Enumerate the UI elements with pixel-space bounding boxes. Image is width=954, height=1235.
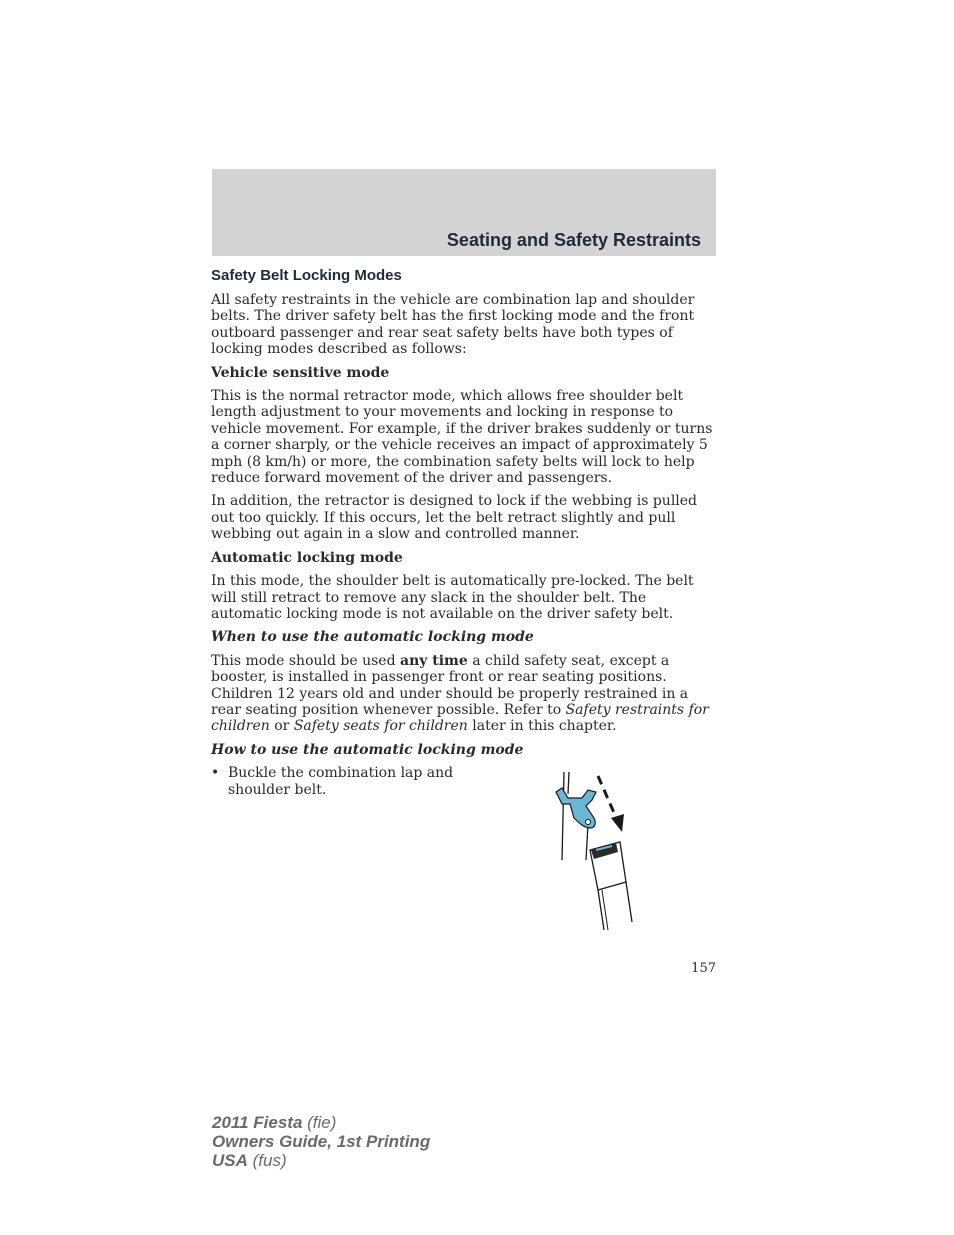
document-footer <box>212 1113 430 1170</box>
footer-model-code: (fie) <box>302 1113 337 1132</box>
footer-line-model <box>212 1113 430 1132</box>
seat-belt-buckle-illustration <box>548 770 648 935</box>
automatic-locking-paragraph: In this mode, the shoulder belt is automatically pre-locked. The belt will still retract to remove any slack in the shoulder belt. The automatic locking mode is not available on the driver safety belt. <box>211 573 694 622</box>
chapter-header-bar <box>212 169 716 256</box>
emphasis-any-time: any time <box>400 652 468 669</box>
automatic-locking-heading: Automatic locking mode <box>211 549 403 566</box>
when-to-use-heading: When to use the automatic locking mode <box>211 629 534 646</box>
footer-guide: Owners Guide, 1st Printing <box>212 1132 431 1151</box>
footer-market: USA <box>212 1151 248 1170</box>
intro-paragraph: All safety restraints in the vehicle are combination lap and shoulder belts. The driver safety belt has the first locking mode and the front outboard passenger and rear seat safety belts have both types of locking modes described as follows: <box>211 292 695 358</box>
text-span: later in this chapter. <box>467 718 617 735</box>
footer-model: 2011 Fiesta <box>212 1113 303 1132</box>
footer-market-code: (fus) <box>247 1151 287 1170</box>
vehicle-sensitive-heading: Vehicle sensitive mode <box>211 364 390 381</box>
section-title: Safety Belt Locking Modes <box>211 267 402 284</box>
text-span: or <box>269 718 294 735</box>
footer-line-market <box>212 1151 430 1170</box>
chapter-title: Seating and Safety Restraints <box>446 230 701 250</box>
when-to-use-paragraph <box>211 653 716 735</box>
text-span: a child safety seat, except a booster, is installed in passenger front or rear seating positions. Children 12 years old and under should be properly restrained in a rear seating position whenever possible. Refer to <box>211 652 689 718</box>
bullet-text: Buckle the combination lap and shoulder belt. <box>228 765 454 798</box>
bullet-item <box>211 765 461 798</box>
how-to-use-heading: How to use the automatic locking mode <box>211 741 524 758</box>
reference-safety-seats-for-children: Safety seats for children <box>293 718 468 735</box>
reference-safety-restraints-for-children: Safety restraints for children <box>211 701 709 735</box>
bullet-symbol: • <box>211 765 220 782</box>
footer-line-guide <box>212 1132 430 1151</box>
vehicle-sensitive-paragraph-2: In addition, the retractor is designed to lock if the webbing is pulled out too quickly. If this occurs, let the belt retract slightly and pull webbing out again in a slow and controlled manner. <box>211 493 698 543</box>
page-number: 157 <box>691 961 716 976</box>
vehicle-sensitive-paragraph-1: This is the normal retractor mode, which allows free shoulder belt length adjustment to your movements and locking in response to vehicle movement. For example, if the driver brakes suddenly or turns a corner sharply, or the vehicle receives an impact of approximately 5 mph (8 km/h) or more, the combination safety belts will lock to help reduce forward movement of the driver and passengers. <box>211 388 713 487</box>
page-content <box>211 267 716 798</box>
text-span: This mode should be used <box>211 652 400 669</box>
